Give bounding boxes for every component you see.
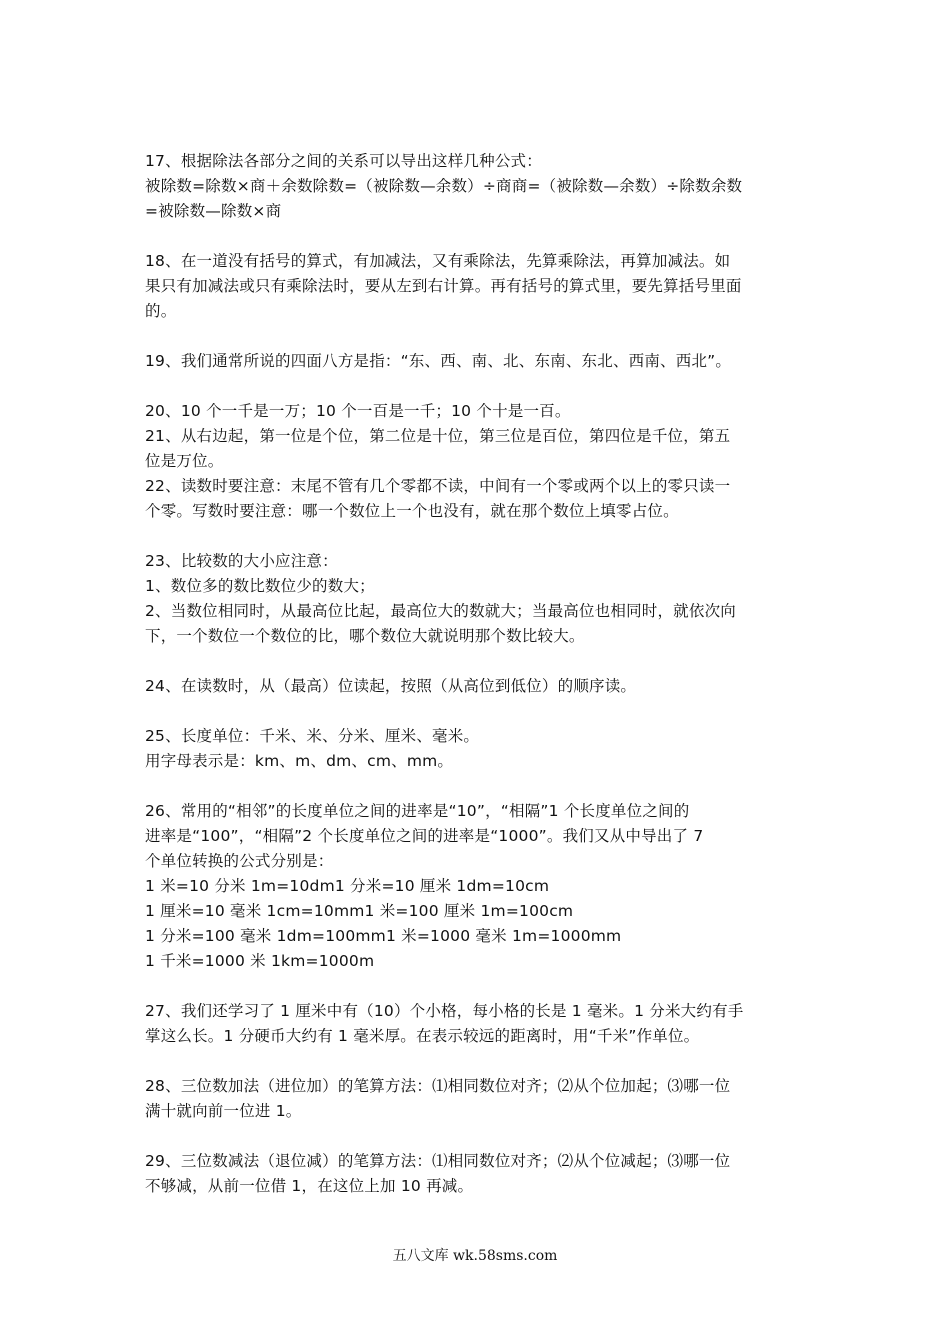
text-line: 不够减，从前一位借 1，在这位上加 10 再减。 [145,1177,474,1195]
paragraph-18 [145,249,815,324]
text-line: 1、数位多的数比数位少的数大； [145,577,375,595]
text-line: 25、长度单位：千米、米、分米、厘米、毫米。 [145,727,480,745]
paragraph-29 [145,1149,815,1199]
paragraph-25 [145,724,815,774]
page-footer: 五八文库 wk.58sms.com [392,1248,558,1264]
text-line: 27、我们还学习了 1 厘米中有（10）个小格，每小格的长是 1 毫米。1 分米大约有手 [145,1002,744,1020]
text-line: 23、比较数的大小应注意： [145,552,338,570]
text-line: 位是万位。 [145,452,224,470]
text-line: 的。 [145,302,177,320]
text-line: 1 厘米=10 毫米 1cm=10mm1 米=100 厘米 1m=100cm [145,902,574,920]
paragraph-20-22 [145,399,815,524]
text-line: 1 分米=100 毫米 1dm=100mm1 米=1000 毫米 1m=1000mm [145,927,622,945]
text-line: 满十就向前一位进 1。 [145,1102,302,1120]
text-line: 个零。写数时要注意：哪一个数位上一个也没有，就在那个数位上填零占位。 [145,502,679,520]
paragraph-23 [145,549,815,649]
text-line: 18、在一道没有括号的算式，有加减法，又有乘除法，先算乘除法，再算加减法。如 [145,252,731,270]
text-line: 1 千米=1000 米 1km=1000m [145,952,375,970]
text-line: 2、当数位相同时，从最高位比起，最高位大的数就大；当最高位也相同时，就依次向 [145,602,736,620]
text-line: 用字母表示是：km、m、dm、cm、mm。 [145,752,454,770]
text-line: 进率是“100”，“相隔”2 个长度单位之间的进率是“1000”。我们又从中导出了 7 [145,827,704,845]
document-body [145,149,815,1224]
text-line: 1 米=10 分米 1m=10dm1 分米=10 厘米 1dm=10cm [145,877,550,895]
paragraph-28 [145,1074,815,1124]
text-line: 22、读数时要注意：末尾不管有几个零都不读，中间有一个零或两个以上的零只读一 [145,477,731,495]
text-line: 20、10 个一千是一万；10 个一百是一千；10 个十是一百。 [145,402,571,420]
paragraph-26 [145,799,815,974]
text-line: 26、常用的“相邻”的长度单位之间的进率是“10”，“相隔”1 个长度单位之间的 [145,802,690,820]
paragraph-19 [145,349,815,374]
text-line: 被除数=除数×商＋余数除数=（被除数—余数）÷商商=（被除数—余数）÷除数余数 [145,177,743,195]
text-line: 28、三位数加法（进位加）的笔算方法：⑴相同数位对齐；⑵从个位加起；⑶哪一位 [145,1077,731,1095]
text-line: =被除数—除数×商 [145,202,282,220]
paragraph-27 [145,999,815,1049]
text-line: 掌这么长。1 分硬币大约有 1 毫米厚。在表示较远的距离时，用“千米”作单位。 [145,1027,700,1045]
text-line: 29、三位数减法（退位减）的笔算方法：⑴相同数位对齐；⑵从个位减起；⑶哪一位 [145,1152,731,1170]
text-line: 17、根据除法各部分之间的关系可以导出这样几种公式： [145,152,542,170]
paragraph-17 [145,149,815,224]
text-line: 个单位转换的公式分别是： [145,852,334,870]
text-line: 24、在读数时，从（最高）位读起，按照（从高位到低位）的顺序读。 [145,677,637,695]
text-line: 果只有加减法或只有乘除法时，要从左到右计算。再有括号的算式里，要先算括号里面 [145,277,742,295]
text-line: 下，一个数位一个数位的比，哪个数位大就说明那个数比较大。 [145,627,585,645]
text-line: 19、我们通常所说的四面八方是指：“东、西、南、北、东南、东北、西南、西北”。 [145,352,732,370]
paragraph-24 [145,674,815,699]
text-line: 21、从右边起，第一位是个位，第二位是十位，第三位是百位，第四位是千位，第五 [145,427,731,445]
